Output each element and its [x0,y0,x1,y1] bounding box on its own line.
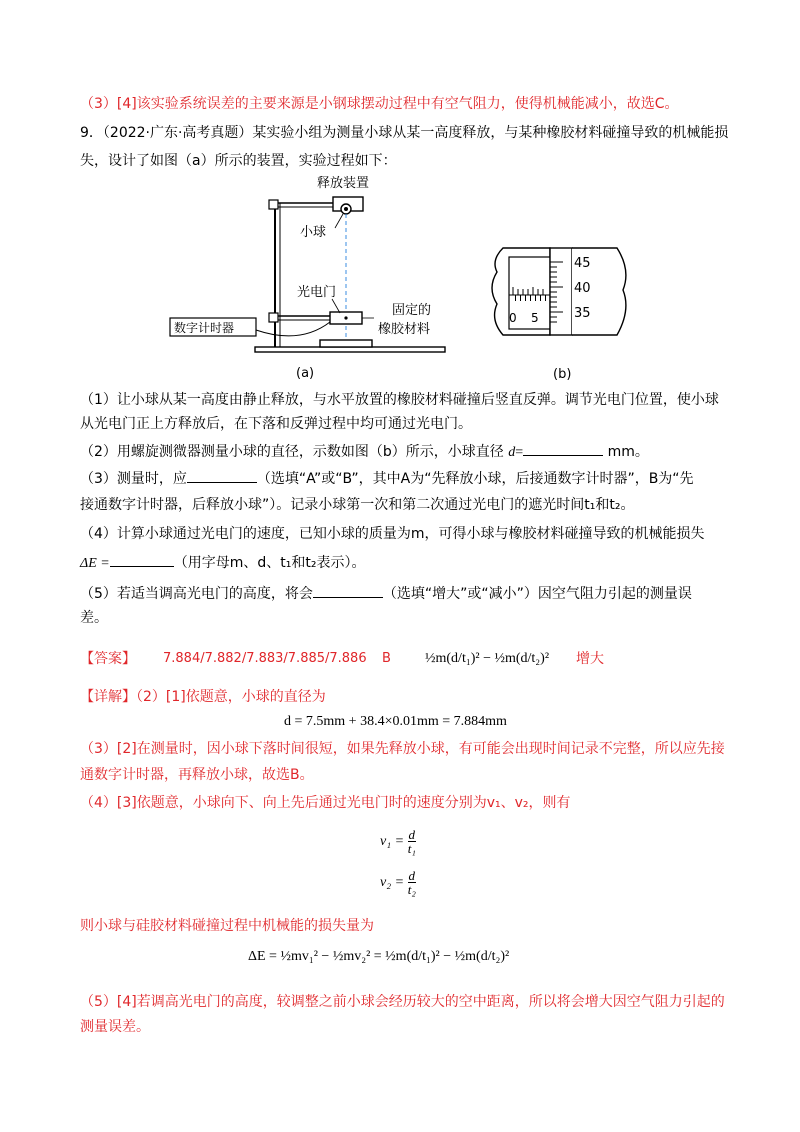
detail-4-text: （4）[3]依题意，小球向下、向上先后通过光电门时的速度分别为v₁、v₂，则有 [80,795,571,811]
caption-a: (a) [296,366,315,381]
detail-2-text: （2）[1]依题意，小球的直径为 [136,689,326,705]
q9-part5-line2: 差。 [80,610,108,626]
answer-blank-4[interactable] [313,583,383,598]
q9-part2-var: d [508,445,516,460]
tick-0: 0 [509,311,517,325]
v1-fraction [408,828,417,855]
q9-part3-post: （选填“A”或“B”，其中A为“先释放小球，后接通数字计时器”，B为“先 [256,471,694,487]
answer-blank-2[interactable] [187,468,257,483]
v1-num: d [408,827,416,843]
label-release-device: 释放装置 [317,176,370,191]
detail-3-line1: （3）[2]在测量时，因小球下落时间很短，如果先释放小球，有可能会出现时间记录不完整，所以应先接 [80,741,725,757]
q9-part2-text: （2）用螺旋测微器测量小球的直径，示数如图（b）所示，小球直径 [80,444,504,460]
q9-part3-pre: （3）测量时，应 [80,471,187,487]
q9-part3-line1 [80,468,694,489]
q9-part1-line2: 从光电门正上方释放后，在下落和反弹过程中均可通过光电门。 [80,416,472,432]
q9-part5-post: （选填“增大”或“减小”）因空气阻力引起的测量误 [382,586,692,602]
label-rubber-2: 橡胶材料 [378,322,431,337]
tick-40: 40 [574,281,591,296]
tick-5: 5 [531,311,539,325]
q9-part5-line1 [80,583,692,604]
detail-5-line1: （5）[4]若调高光电门的高度，较调整之前小球会经历较大的空中距离，所以将会增大因空气阻力引起的 [80,994,725,1010]
label-photogate: 光电门 [297,285,337,300]
v1-lhs: v₁ = [380,834,405,849]
q9-part4-post: （用字母m、d、t₁和t₂表示）。 [173,555,366,571]
answer-4: 增大 [576,651,604,667]
v2-fraction [408,869,417,896]
answer-blank-1[interactable] [523,441,603,456]
q9-part3-line2: 接通数字计时器，后释放小球”）。记录小球第一次和第二次通过光电门的遮光时间t₁和t₂。 [80,497,635,513]
v1-den: t₁ [407,841,416,857]
detail-loss-text: 则小球与硅胶材料碰撞过程中机械能的损失量为 [80,918,374,934]
figure-a [160,170,460,385]
detail-line-2 [80,687,326,707]
v2-den: t₂ [407,882,416,898]
q9-part5-pre: （5）若适当调高光电门的高度，将会 [80,586,313,602]
v2-equation [380,866,416,900]
q9-part2-unit: mm。 [607,444,649,460]
detail-label: 【详解】 [80,689,136,705]
answer-3-formula: ½m(d/t₁)² − ½m(d/t₂)² [425,651,550,666]
caption-b: (b) [553,367,572,382]
v2-lhs: v₂ = [380,875,405,890]
q9-part2 [80,441,649,463]
label-rubber-1: 固定的 [392,303,432,318]
q9-part2-eq: = [515,445,524,460]
label-ball: 小球 [300,225,327,240]
v2-num: d [408,868,416,884]
detail-5-line2: 测量误差。 [80,1019,150,1035]
q9-part4-line1: （4）计算小球通过光电门的速度，已知小球的质量为m，可得小球与橡胶材料碰撞导致的机械能损失 [80,526,705,542]
v1-equation [380,825,416,859]
tick-35: 35 [574,306,591,321]
q9-stem-line1: 9．（2022·广东·高考真题）某实验小组为测量小球从某一高度释放，与某种橡胶材料碰撞导致的机械能损 [80,125,729,141]
answer-2: B [382,651,391,666]
figure-b [485,240,645,385]
answer-label: 【答案】 [80,651,136,667]
answer-blank-3[interactable] [110,552,174,567]
q9-stem-line2: 失，设计了如图（a）所示的装置，实验过程如下： [80,153,397,169]
q9-part1-line1: （1）让小球从某一高度由静止释放，与水平放置的橡胶材料碰撞后竖直反弹。调节光电门位置，使小球 [80,392,719,408]
q9-part4-delta-e: ΔE = [80,556,110,571]
label-digital-timer: 数字计时器 [174,321,235,335]
detail-3-line2: 通数字计时器，再释放小球，故选B。 [80,767,314,783]
q9-part4-line2 [80,552,365,574]
prev-answer-3: （3）[4]该实验系统误差的主要来源是小钢球摆动过程中有空气阻力，使得机械能减小，故选C。 [80,96,679,112]
detail-loss-eq: ΔE = ½mv₁² − ½mv₂² = ½m(d/t₁)² − ½m(d/t₂)² [248,949,510,964]
detail-2-eq: d = 7.5mm + 38.4×0.01mm = 7.884mm [284,714,507,729]
tick-45: 45 [574,256,591,271]
answer-1: 7.884/7.882/7.883/7.885/7.886 [163,651,367,666]
